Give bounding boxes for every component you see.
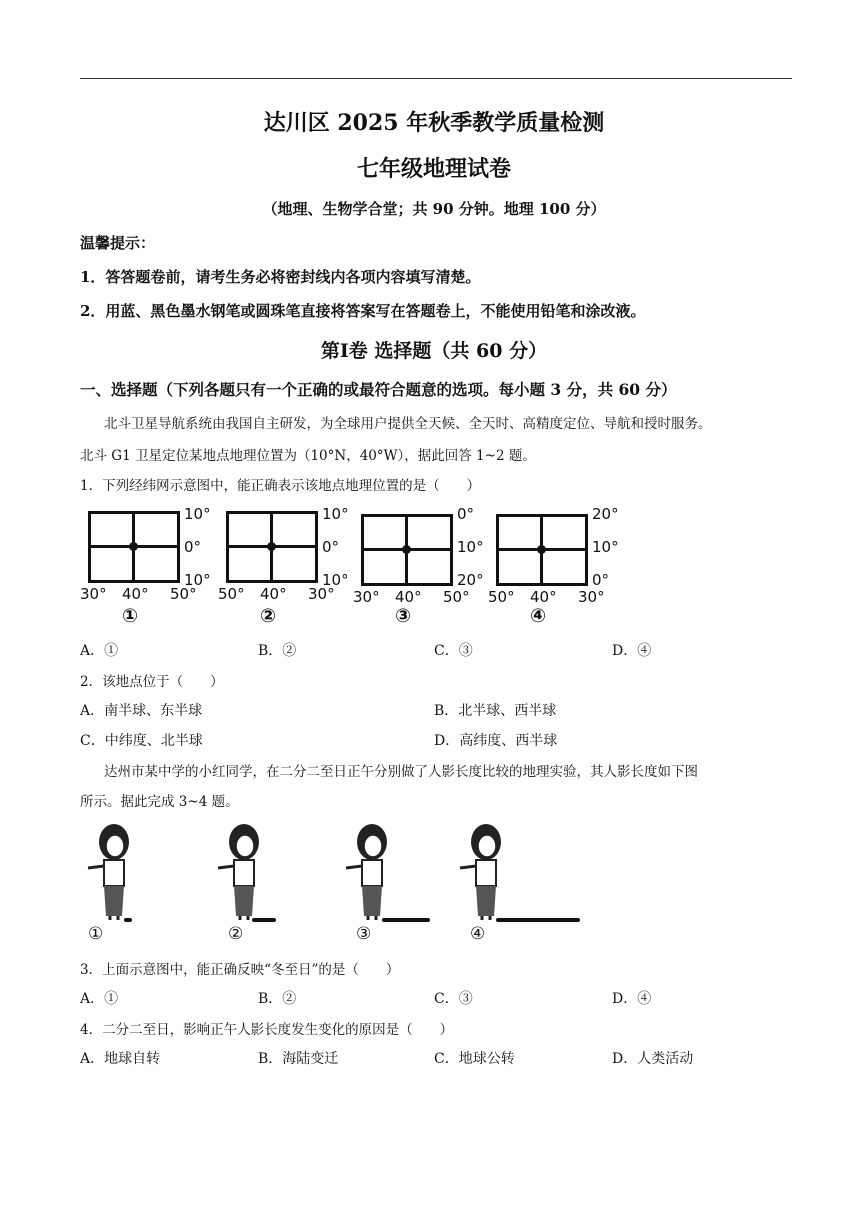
q1-option-d[interactable]: D．④ xyxy=(612,643,652,659)
lon-label: 30° xyxy=(308,585,335,603)
lon-label: 40° xyxy=(530,588,557,606)
q1-option-c[interactable]: C．③ xyxy=(434,643,473,659)
girl-icon xyxy=(84,820,154,924)
shadow-figure-1 xyxy=(84,820,154,944)
lat-label: 0° xyxy=(184,538,202,556)
q1-option-a[interactable]: A．① xyxy=(80,643,119,659)
q3-option-d[interactable]: D．④ xyxy=(612,991,652,1007)
lat-label: 0° xyxy=(322,538,340,556)
shadow xyxy=(124,918,132,922)
lat-label: 0° xyxy=(457,505,475,523)
top-rule xyxy=(80,78,792,79)
lon-label: 40° xyxy=(122,585,149,603)
lat-label: 10° xyxy=(184,505,211,523)
lat-label: 10° xyxy=(592,538,619,556)
tip-item-1: 1．答答题卷前，请考生务必将密封线内各项内容填写清楚。 xyxy=(80,268,481,286)
q4-option-c[interactable]: C．地球公转 xyxy=(434,1051,515,1067)
location-dot xyxy=(537,545,546,554)
q2-option-c[interactable]: C．中纬度、北半球 xyxy=(80,733,203,749)
shadow-figure-3 xyxy=(342,820,412,944)
section-title: 第Ⅰ卷 选择题（共 60 分） xyxy=(320,340,548,362)
lon-label: 50° xyxy=(170,585,197,603)
lat-label: 10° xyxy=(322,505,349,523)
q3-option-b[interactable]: B．② xyxy=(258,991,297,1007)
q4-option-a[interactable]: A．地球自转 xyxy=(80,1051,161,1067)
q2-option-a[interactable]: A．南半球、东半球 xyxy=(80,703,203,719)
lat-label: 10° xyxy=(184,571,211,589)
location-dot xyxy=(267,542,276,551)
q3-option-c[interactable]: C．③ xyxy=(434,991,473,1007)
girl-icon xyxy=(342,820,412,924)
q2-option-d[interactable]: D．高纬度、西半球 xyxy=(434,733,558,749)
location-dot xyxy=(402,545,411,554)
girl-icon xyxy=(214,820,284,924)
passage2-line1: 达州市某中学的小红同学，在二分二至日正午分别做了人影长度比较的地理实验，其人影长度如下图 xyxy=(104,764,698,780)
exam-note: （地理、生物学合堂；共 90 分钟。地理 100 分） xyxy=(262,200,606,218)
shadow xyxy=(382,918,430,922)
shadow xyxy=(496,918,580,922)
passage2-line2: 所示。据此完成 3~4 题。 xyxy=(80,794,239,810)
q2-stem: 2．该地点位于（ ） xyxy=(80,674,224,690)
shadow xyxy=(252,918,276,922)
shadow-figure-2 xyxy=(214,820,284,944)
shadow-figure-4 xyxy=(456,820,526,944)
exam-title: 达川区 2025 年秋季教学质量检测 xyxy=(263,110,605,136)
lat-label: 10° xyxy=(322,571,349,589)
grid-number: ② xyxy=(260,605,277,627)
lon-label: 50° xyxy=(218,585,245,603)
q2-option-b[interactable]: B．北半球、西半球 xyxy=(434,703,557,719)
location-dot xyxy=(129,542,138,551)
q4-option-b[interactable]: B．海陆变迁 xyxy=(258,1051,339,1067)
figure-label: ② xyxy=(228,924,244,944)
lat-label: 20° xyxy=(457,571,484,589)
figure-label: ① xyxy=(88,924,104,944)
lon-label: 50° xyxy=(488,588,515,606)
part-heading: 一、选择题（下列各题只有一个正确的或最符合题意的选项。每小题 3 分，共 60 分） xyxy=(80,380,677,399)
lon-label: 50° xyxy=(443,588,470,606)
passage1-line2: 北斗 G1 卫星定位某地点地理位置为（10°N，40°W），据此回答 1~2 题。 xyxy=(80,448,536,464)
girl-icon xyxy=(456,820,526,924)
figure-label: ③ xyxy=(356,924,372,944)
q4-option-d[interactable]: D．人类活动 xyxy=(612,1051,694,1067)
q4-stem: 4．二分二至日，影响正午人影长度发生变化的原因是（ ） xyxy=(80,1022,454,1038)
tips-heading: 温馨提示： xyxy=(80,234,156,252)
q1-option-b[interactable]: B．② xyxy=(258,643,297,659)
q3-stem: 3．上面示意图中，能正确反映“冬至日”的是（ ） xyxy=(80,962,400,978)
q3-option-a[interactable]: A．① xyxy=(80,991,119,1007)
passage1-line1: 北斗卫星导航系统由我国自主研发，为全球用户提供全天候、全天时、高精度定位、导航和授时服务。 xyxy=(104,416,712,432)
grid-number: ④ xyxy=(530,605,547,627)
lon-label: 30° xyxy=(353,588,380,606)
lon-label: 30° xyxy=(80,585,107,603)
lat-label: 20° xyxy=(592,505,619,523)
lon-label: 30° xyxy=(578,588,605,606)
lon-label: 40° xyxy=(395,588,422,606)
figure-label: ④ xyxy=(470,924,486,944)
lat-label: 0° xyxy=(592,571,610,589)
tip-item-2: 2．用蓝、黑色墨水钢笔或圆珠笔直接将答案写在答题卷上，不能使用铅笔和涂改液。 xyxy=(80,302,646,320)
lat-label: 10° xyxy=(457,538,484,556)
lon-label: 40° xyxy=(260,585,287,603)
grid-number: ① xyxy=(122,605,139,627)
grid-number: ③ xyxy=(395,605,412,627)
q1-stem: 1．下列经纬网示意图中，能正确表示该地点地理位置的是（ ） xyxy=(80,478,481,494)
exam-subtitle: 七年级地理试卷 xyxy=(356,156,511,182)
